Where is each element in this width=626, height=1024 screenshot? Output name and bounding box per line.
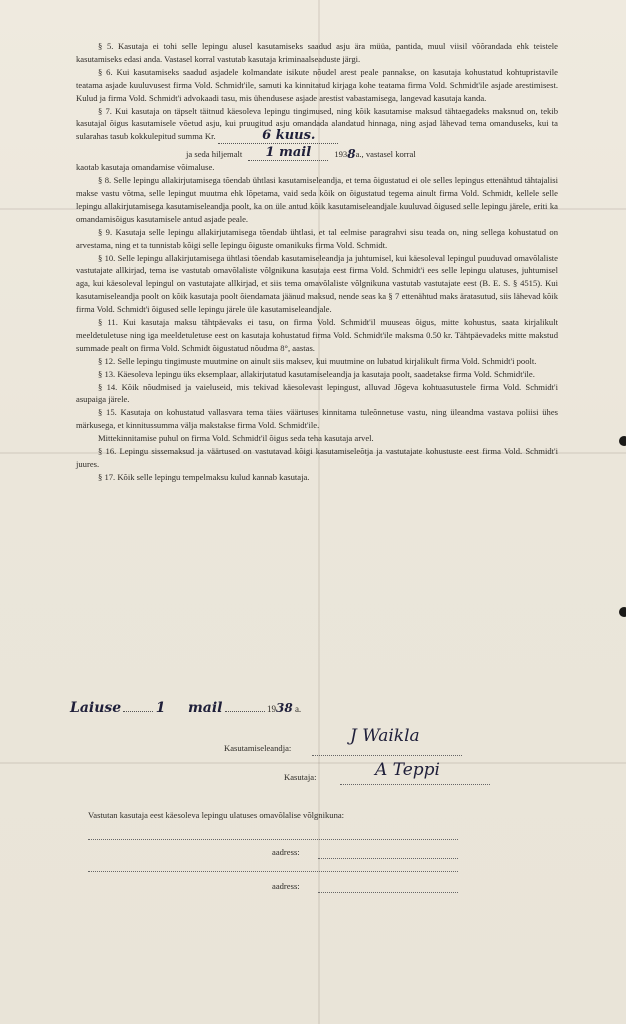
user-signature-line	[340, 783, 490, 785]
fold-crease	[0, 762, 626, 764]
handwritten-amount: 6 kuus.	[218, 130, 338, 144]
paragraph-11: § 11. Kui kasutaja maksu tähtpäevaks ei tasu, on firma Vold. Schmidt'il muuseas õigus, mitte kohustus, saata kirjalikult meeldetuletuse ning iga meeldetuletuse eest on kasutaja kohustatud firma Vold. Schmidt'ile maksma 0.50 kr. Tähtpäevadeks mitte makstud summade pealt on firma Vold. Schmidt õigustatud nõudma 8°, aastas.	[76, 317, 558, 353]
deadline-prefix: ja seda hiljemalt	[186, 149, 243, 160]
paragraph-8: § 8. Selle lepingu allakirjutamisega tõendab ühtlasi kasutamiseleandja, et tema õigustatud ei ole selles lepingus ettenähtud tähtajalisi makse vastu võtma, selle lepingut muutma ehk lõpetama, vaid seda kõik on õigustatud tegema ainult firma Vold. Schmidt, kellele selle lepingu allakirjutamisega kasutamiseleandja poolt, ka on üle antud kõik kasutamiseleandjale kuuluvad õigused selle lepingu järele, eriti ka omandamisõigus kasutamisele antud asjade peale.	[76, 175, 558, 224]
place-date-line	[70, 700, 370, 716]
lender-signature: J Waikla	[350, 726, 420, 746]
paragraph-5: § 5. Kasutaja ei tohi selle lepingu alusel kasutamiseks saadud asju ära müüa, pantida, muul viisil võõrandada ehk teistele kasutamiseks edasi anda. Vastasel korral vastutab kasutaja kriminaalseaduste järgi.	[76, 41, 558, 64]
handwritten-day: 1	[155, 700, 166, 716]
paragraph-7-text: § 7. Kui kasutaja on täpselt täitnud käesoleva lepingu tingimused, ning kõik kasutamise maksud tähtaegadeks maksnud on, tekib kasutajal õigus kasutamisele võetud asju, kui pruugitud asju omandada alandatud hinnaga, ning asjad lähevad tema omanduseks, kui ta sularahas tasub kokkulepitud summa Kr.	[76, 105, 558, 142]
deadline-line	[186, 147, 558, 161]
insurance-note: Mittekinnitamise puhul on firma Vold. Schmidt'il õigus seda teha kasutaja arvel.	[98, 433, 374, 444]
guarantor-line-2	[88, 870, 458, 872]
place-date-year: 19	[266, 704, 276, 714]
handwritten-month: mail	[187, 700, 223, 716]
address-line-1	[318, 857, 458, 859]
paragraph-15: § 15. Kasutaja on kohustatud vallasvara tema täies väärtuses kinnitama tuleõnnetuse vastu, ning üleandma vastava poliisi ühes märkusega, et kinnitussumma välja makstakse firma Vold. Schmidt'ile.	[76, 407, 558, 431]
handwritten-deadline-year: 8	[347, 147, 356, 162]
paragraph-10: § 10. Selle lepingu allakirjutamisega ühtlasi tõendab kasutamiseleandja ja juhtumisel, kui käesoleval lepingul puuduvad omavõlaliste vastutajate allkirjad, tema ise vastutab omavõlaliste võlgnikuna kasutaja eest firma Vold. Schmidt'i ees selle lepingu ulatuses, juhtumisel aga, kui käesoleval lepingul on vastutajate allkirjad, et siis tema omavõlaliste võlgnikuna vastutab vastutajate eest (B. E. S. § 4515). Kui kasutamiseleandja poolt on kõik kasutaja poolt õiendamata jäänud maksud, nende seas ka § 7 ettenähtud maks äratasutud, siis lähevad kõik firma Vold. Schmidt'i õigused selle lepingu järele üle kasutamiseleandjale.	[76, 252, 558, 315]
paragraph-7	[76, 105, 558, 145]
guarantor-heading: Vastutan kasutaja eest käesoleva lepingu ulatuses omavõlalise võlgnikuna:	[88, 810, 345, 820]
deadline-year: 193	[334, 149, 348, 160]
handwritten-place: Laiuse	[70, 700, 122, 716]
handwritten-place-year: 38	[275, 701, 293, 715]
lender-label: Kasutamiseleandja:	[224, 743, 292, 753]
place-date-suffix: a.	[294, 704, 302, 714]
lender-signature-line	[312, 754, 462, 756]
paragraph-17: § 17. Kõik selle lepingu tempelmaksu kulud kannab kasutaja.	[98, 471, 310, 482]
guarantor-line-1	[88, 838, 458, 840]
paragraph-16: § 16. Lepingu sissemaksud ja väärtused on vastutavad kõigi kasutamiseleõtja ja vastutajate kohustuste eest firma Vold. Schmidt'i juures.	[76, 446, 558, 469]
user-label: Kasutaja:	[284, 772, 317, 782]
paragraph-6: § 6. Kui kasutamiseks saadud asjadele kolmandate isikute nõudel arest peale pannakse, on kasutaja kohustatud kohtupristavile teatama asjade kuuluvusest firma Vold. Schmidt'ile, samuti ka kinnitatud kirjaga kohe teatama firma Vold. Schmidt'ile asjade arestimisest. Kulud ja firma Vold. Schmidt'i advokaadi tasu, mis ühendusese asjade arestist vabastamisega, langevad kasutaja kanda.	[76, 66, 558, 103]
punch-hole	[619, 607, 626, 617]
user-signature: A Teppi	[375, 760, 440, 780]
address-line-2	[318, 891, 458, 893]
punch-hole	[619, 436, 626, 446]
deadline-suffix: a., vastasel korral	[355, 149, 416, 160]
deadline-tail: kaotab kasutaja omandamise võimaluse.	[76, 162, 215, 173]
paragraph-12: § 12. Selle lepingu tingimuste muutmine on ainult siis maksev, kui muutmine on lubatud kirjalikult firma Vold. Schmidt'i poolt.	[98, 355, 537, 366]
handwritten-deadline-date: 1 mail	[248, 147, 328, 161]
paragraph-13: § 13. Käesoleva lepingu üks eksemplaar, allakirjutatud kasutamiseleandja ja kasutaja poolt, saadetakse firma Vold. Schmidt'ile.	[98, 368, 535, 379]
address-label-1: aadress:	[272, 847, 300, 857]
paragraph-14: § 14. Kõik nõudmised ja vaieluseid, mis tekivad käesolevast lepingust, alluvad Jõgeva kohtuasutustele firma Vold. Schmidt'i asupaiga järele.	[76, 381, 558, 405]
address-label-2: aadress:	[272, 881, 300, 891]
contract-text	[76, 40, 558, 484]
paragraph-9: § 9. Kasutaja selle lepingu allakirjutamisega tõendab ühtlasi, et tal eelmise paragrahvi sisu teada on, ning sellega kohustatud on arvestama, ning et ta tunnistab kõigi selle lepingu õiguste omanikuks firma Vold. Schmidt.	[76, 226, 558, 250]
